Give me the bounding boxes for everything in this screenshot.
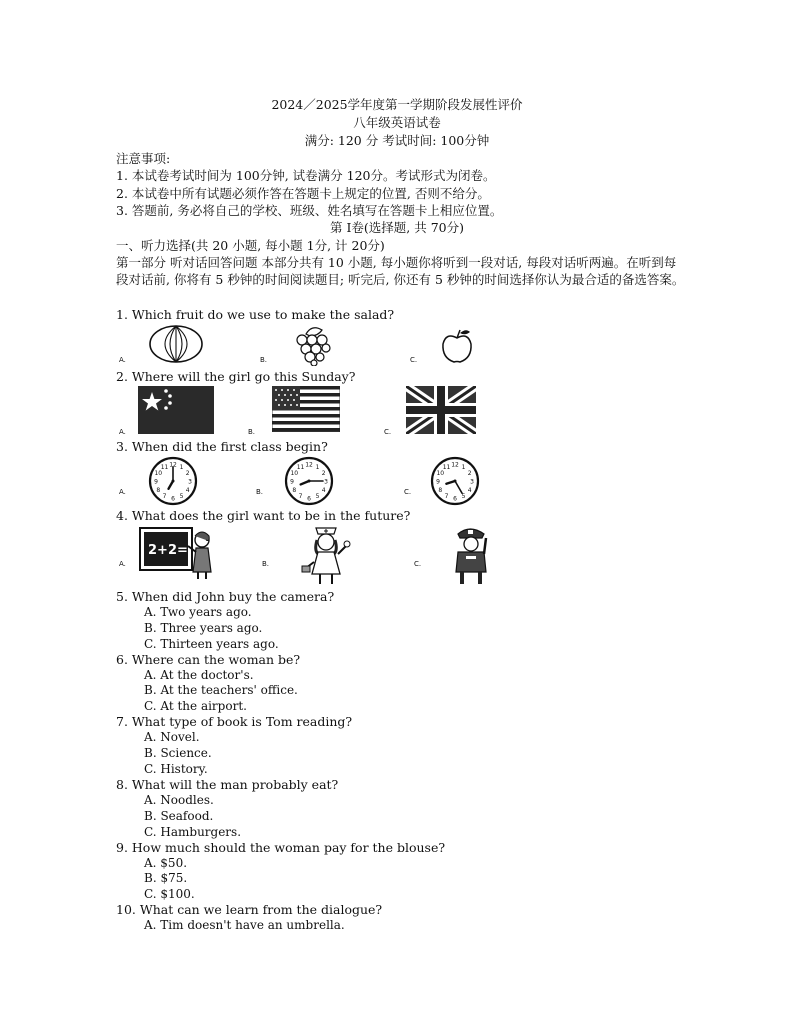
clock-numeral: 12 — [305, 461, 313, 469]
clock-icon — [430, 456, 480, 506]
clock-numeral: 11 — [160, 463, 169, 471]
answer-option: B. Three years ago. — [144, 621, 263, 635]
option-label: B. — [256, 488, 264, 496]
question-8: 8. What will the man probably eat? — [116, 777, 339, 792]
clock-numeral: 1 — [315, 463, 320, 471]
option-label: C. — [414, 560, 422, 568]
option-label: A. — [119, 356, 126, 364]
apple-icon — [440, 328, 474, 364]
answer-option: B. Science. — [144, 746, 212, 760]
section-heading: 一、听力选择(共 20 小题, 每小题 1分, 计 20分) — [116, 238, 385, 253]
question-5: 5. When did John buy the camera? — [116, 589, 335, 604]
clock-numeral: 11 — [442, 463, 451, 471]
option-label: B. — [260, 356, 268, 364]
question-2: 2. Where will the girl go this Sunday? — [116, 369, 356, 384]
question-3: 3. When did the first class begin? — [116, 439, 328, 454]
clock-numeral: 3 — [324, 478, 328, 486]
answer-option: C. $100. — [144, 887, 195, 901]
watermelon-icon — [148, 324, 204, 364]
note-item: 1. 本试卷考试时间为 100分钟, 试卷满分 120分。考试形式为闭卷。 — [116, 168, 496, 183]
answer-option: A. At the doctor's. — [144, 668, 254, 682]
clock-center — [308, 480, 311, 483]
clock-numeral: 7 — [298, 493, 303, 501]
question-4: 4. What does the girl want to be in the future? — [116, 508, 411, 523]
clock-numeral: 10 — [436, 470, 445, 477]
uk-flag-icon — [406, 386, 476, 434]
clock-numeral: 11 — [296, 463, 305, 471]
section-instructions: 第一部分 听对话回答问题 本部分共有 10 小题, 每小题你将听到一段对话, 每段对话听两遍。在听到每段对话前, 你将有 5 秒钟的时间阅读题目; 听完后, 你还有 5 秒钟的时间选择你认为最合适的备选答案。 — [116, 255, 685, 287]
part-heading: 第 I卷(选择题, 共 70分) — [330, 220, 464, 235]
clock-numeral: 5 — [179, 493, 184, 501]
option-label: B. — [262, 560, 270, 568]
notes-heading: 注意事项: — [116, 151, 171, 166]
nurse-icon — [300, 522, 352, 586]
board-text: 2+2= — [148, 543, 188, 558]
china-flag-icon — [138, 386, 214, 434]
clock-numeral: 8 — [156, 487, 161, 494]
clock-numeral: 5 — [315, 493, 320, 501]
answer-option: C. History. — [144, 762, 208, 776]
note-item: 2. 本试卷中所有试题必须作答在答题卡上规定的位置, 否则不给分。 — [116, 186, 490, 201]
clock-numeral: 9 — [154, 478, 158, 486]
option-label: A. — [119, 428, 126, 436]
exam-subtitle: 八年级英语试卷 — [353, 115, 441, 130]
clock-numeral: 6 — [453, 495, 457, 503]
option-label: A. — [119, 488, 126, 496]
teacher-icon — [138, 526, 218, 580]
answer-option: C. At the airport. — [144, 699, 247, 713]
note-item: 3. 答题前, 务必将自己的学校、班级、姓名填写在答题卡上相应位置。 — [116, 203, 503, 218]
clock-icon — [148, 456, 198, 506]
clock-numeral: 2 — [321, 470, 326, 477]
answer-option: A. Novel. — [144, 730, 200, 744]
clock-numeral: 2 — [185, 470, 190, 477]
clock-center — [454, 480, 457, 483]
answer-option: A. Tim doesn't have an umbrella. — [144, 918, 345, 932]
answer-option: A. Noodles. — [144, 793, 214, 807]
answer-option: A. Two years ago. — [144, 605, 252, 619]
exam-meta: 满分: 120 分 考试时间: 100分钟 — [304, 133, 490, 148]
option-label: C. — [410, 356, 418, 364]
clock-numeral: 12 — [451, 461, 459, 469]
answer-option: A. $50. — [144, 856, 188, 870]
answer-option: B. $75. — [144, 871, 188, 885]
question-6: 6. Where can the woman be? — [116, 652, 301, 667]
clock-center — [172, 480, 175, 483]
clock-numeral: 6 — [307, 495, 311, 503]
question-7: 7. What type of book is Tom reading? — [116, 714, 353, 729]
exam-title: 2024／2025学年度第一学期阶段发展性评价 — [271, 97, 523, 112]
clock-numeral: 9 — [436, 478, 440, 486]
option-label: A. — [119, 560, 126, 568]
clock-numeral: 5 — [461, 493, 466, 501]
clock-numeral: 2 — [467, 470, 472, 477]
option-label: C. — [404, 488, 412, 496]
police-icon — [448, 524, 494, 586]
clock-numeral: 8 — [438, 487, 443, 494]
answer-option: B. Seafood. — [144, 809, 214, 823]
clock-numeral: 9 — [290, 478, 294, 486]
answer-option: C. Hamburgers. — [144, 825, 242, 839]
clock-numeral: 7 — [444, 493, 449, 501]
clock-numeral: 8 — [292, 487, 297, 494]
clock-numeral: 3 — [188, 478, 192, 486]
clock-numeral: 4 — [467, 487, 472, 494]
question-9: 9. How much should the woman pay for the blouse? — [116, 840, 446, 855]
usa-flag-icon — [272, 386, 340, 432]
clock-numeral: 6 — [171, 495, 175, 503]
clock-numeral: 7 — [162, 493, 167, 501]
answer-option: C. Thirteen years ago. — [144, 637, 279, 651]
clock-numeral: 10 — [154, 470, 163, 477]
option-label: B. — [248, 428, 256, 436]
clock-numeral: 12 — [169, 461, 177, 469]
clock-numeral: 4 — [321, 487, 326, 494]
answer-option: B. At the teachers' office. — [144, 683, 298, 697]
clock-numeral: 10 — [290, 470, 299, 477]
clock-numeral: 1 — [179, 463, 184, 471]
clock-icon — [284, 456, 334, 506]
clock-numeral: 3 — [470, 478, 474, 486]
grapes-icon — [292, 324, 336, 366]
option-label: C. — [384, 428, 392, 436]
question-10: 10. What can we learn from the dialogue? — [116, 902, 383, 917]
clock-numeral: 1 — [461, 463, 466, 471]
clock-numeral: 4 — [185, 487, 190, 494]
question-1: 1. Which fruit do we use to make the salad? — [116, 307, 395, 322]
